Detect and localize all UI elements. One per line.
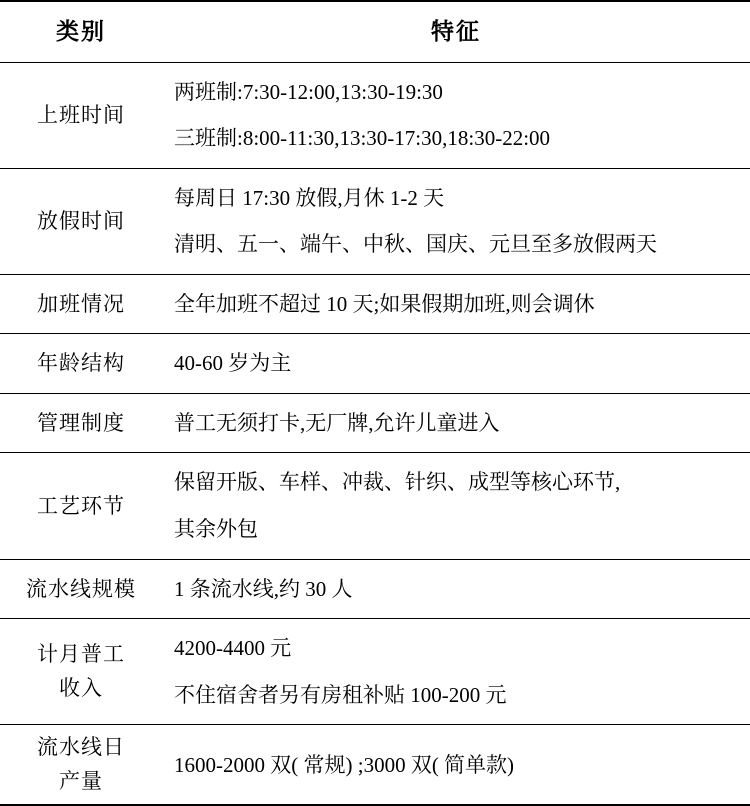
cell-category	[0, 619, 162, 725]
cell-feature	[162, 453, 750, 559]
cell-feature	[162, 168, 750, 274]
cell-category-line: 流水线日	[37, 735, 125, 760]
table-row	[0, 62, 750, 168]
table-row	[0, 274, 750, 334]
feature-line: 三班制:8:00-11:30,13:30-17:30,18:30-22:00	[174, 126, 551, 151]
cell-feature	[162, 619, 750, 725]
feature-line: 全年加班不超过 10 天;如果假期加班,则会调休	[174, 291, 595, 316]
table-row	[0, 619, 750, 725]
cell-feature	[162, 559, 750, 619]
feature-line: 40-60 岁为主	[174, 351, 292, 376]
cell-feature	[162, 274, 750, 334]
cell-feature	[162, 62, 750, 168]
table-header-row	[0, 1, 750, 62]
cell-category: 加班情况	[0, 274, 162, 334]
table-row	[0, 453, 750, 559]
header-cell-category: 类别	[0, 1, 162, 62]
feature-line: 普工无须打卡,无厂牌,允许儿童进入	[174, 410, 500, 435]
feature-line: 清明、五一、端午、中秋、国庆、元旦至多放假两天	[174, 232, 657, 257]
cell-category: 放假时间	[0, 168, 162, 274]
cell-category-line: 计月普工	[37, 642, 125, 667]
table-row	[0, 393, 750, 453]
feature-line: 不住宿舍者另有房租补贴 100-200 元	[174, 682, 507, 707]
feature-line: 两班制:7:30-12:00,13:30-19:30	[174, 79, 443, 104]
table-row	[0, 168, 750, 274]
cell-category: 流水线规模	[0, 559, 162, 619]
feature-line: 保留开版、车样、冲裁、针织、成型等核心环节,	[174, 470, 621, 495]
cell-category: 工艺环节	[0, 453, 162, 559]
table-row	[0, 334, 750, 394]
table-row	[0, 559, 750, 619]
cell-feature	[162, 393, 750, 453]
cell-category-line: 收入	[59, 675, 103, 700]
cell-category: 上班时间	[0, 62, 162, 168]
cell-category	[0, 725, 162, 806]
feature-line: 1 条流水线,约 30 人	[174, 576, 353, 601]
feature-line: 其余外包	[174, 517, 258, 542]
table-row	[0, 725, 750, 806]
cell-feature	[162, 725, 750, 806]
cell-category: 管理制度	[0, 393, 162, 453]
cell-category-line: 产量	[59, 768, 103, 793]
feature-line: 每周日 17:30 放假,月休 1-2 天	[174, 185, 445, 210]
cell-category: 年龄结构	[0, 334, 162, 394]
header-cell-feature: 特征	[162, 1, 750, 62]
cell-feature	[162, 334, 750, 394]
feature-line: 1600-2000 双( 常规) ;3000 双( 简单款)	[174, 752, 515, 777]
feature-line: 4200-4400 元	[174, 636, 292, 661]
